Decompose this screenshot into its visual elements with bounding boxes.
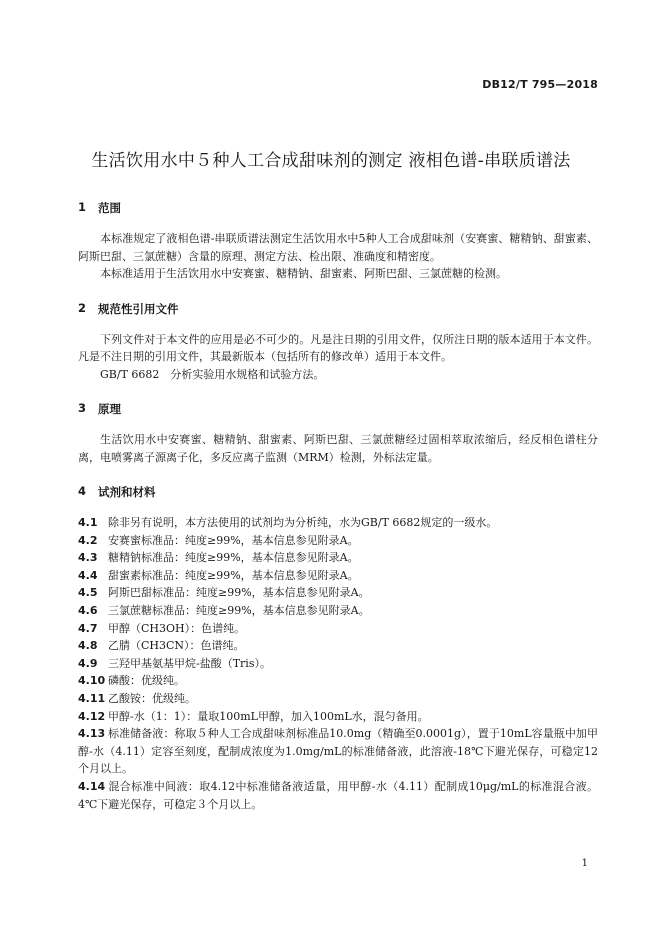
paragraph: 下列文件对于本文件的应用是必不可少的。凡是注日期的引用文件，仅所注日期的版本适用于本文件。凡是不注日期的引用文件，其最新版本（包括所有的修改单）适用于本文件。 [78, 332, 598, 363]
reagent-item [78, 637, 598, 655]
reagent-item [78, 584, 598, 602]
reagent-list [78, 514, 598, 813]
item-text: 甲醇-水（1：1）：量取100mL甲醇，加入100mL水，混匀备用。 [108, 709, 429, 723]
reagent-item [78, 778, 598, 813]
item-number: 4.8 [78, 639, 98, 653]
item-text: 阿斯巴甜标准品：纯度≥99%，基本信息参见附录A。 [108, 586, 370, 600]
section-number: 3 [78, 401, 87, 415]
standard-code: DB12/T 795—2018 [482, 78, 598, 91]
paragraph: 本标准规定了液相色谱-串联质谱法测定生活饮用水中5种人工合成甜味剂（安赛蜜、糖精钠、甜蜜素、阿斯巴甜、三氯蔗糖）含量的原理、测定方法、检出限、准确度和精密度。 [78, 232, 598, 263]
paragraph: 生活饮用水中安赛蜜、糖精钠、甜蜜素、阿斯巴甜、三氯蔗糖经过固相萃取浓缩后，经反相色谱柱分离，电喷雾离子源离子化，多反应离子监测（MRM）检测，外标法定量。 [78, 433, 598, 464]
item-text: 三羟甲基氨基甲烷-盐酸（Tris）。 [108, 656, 271, 670]
section-title: 试剂和材料 [98, 485, 156, 499]
item-number: 4.10 [78, 674, 106, 688]
reagent-item [78, 549, 598, 567]
section-heading [78, 401, 598, 417]
reagent-item [78, 532, 598, 550]
item-text: 除非另有说明，本方法使用的试剂均为分析纯，水为GB/T 6682规定的一级水。 [108, 516, 498, 529]
section-heading [78, 484, 598, 500]
item-number: 4.14 [78, 779, 106, 793]
reagent-item [78, 514, 598, 532]
item-number: 4.12 [78, 709, 106, 723]
item-text: 甲醇（CH3OH）：色谱纯。 [108, 621, 246, 635]
reagent-item [78, 655, 598, 673]
reagent-item [78, 672, 598, 690]
section-number: 4 [78, 484, 87, 498]
reagent-item [78, 567, 598, 585]
section-principle [78, 401, 598, 466]
item-number: 4.1 [78, 516, 98, 529]
item-text: 乙腈（CH3CN）：色谱纯。 [108, 639, 245, 653]
section-number: 1 [78, 200, 87, 214]
item-number: 4.5 [78, 586, 98, 600]
item-number: 4.4 [78, 568, 98, 582]
item-number: 4.2 [78, 533, 98, 547]
item-text: 三氯蔗糖标准品：纯度≥99%，基本信息参见附录A。 [108, 603, 370, 617]
reagent-item [78, 620, 598, 638]
section-reagents [78, 484, 598, 813]
item-text: 安赛蜜标准品：纯度≥99%，基本信息参见附录A。 [108, 533, 359, 547]
item-text: 乙酸铵：优级纯。 [108, 691, 196, 705]
page-number: 1 [581, 858, 588, 869]
item-text: 甜蜜素标准品：纯度≥99%，基本信息参见附录A。 [108, 568, 359, 582]
reagent-item [78, 690, 598, 708]
section-title: 规范性引用文件 [98, 301, 179, 316]
section-scope [78, 200, 598, 283]
reagent-item [78, 602, 598, 620]
item-text: 糖精钠标准品：纯度≥99%，基本信息参见附录A。 [108, 551, 359, 565]
item-text: 磷酸：优级纯。 [108, 674, 185, 688]
section-title: 范围 [98, 201, 121, 215]
section-number: 2 [78, 300, 87, 315]
section-title: 原理 [98, 402, 121, 416]
item-number: 4.13 [78, 727, 106, 741]
reagent-item [78, 725, 598, 778]
item-number: 4.11 [78, 691, 106, 705]
document-body [78, 200, 598, 831]
item-number: 4.7 [78, 621, 98, 635]
item-text: 混合标准中间液：取4.12中标准储备液适量，用甲醇-水（4.11）配制成10μg/mL的标准混合液。4℃下避光保存，可稳定３个月以上。 [78, 779, 598, 811]
section-heading [78, 301, 598, 317]
item-number: 4.9 [78, 656, 98, 670]
item-number: 4.6 [78, 603, 98, 617]
document-title: 生活饮用水中５种人工合成甜味剂的测定 液相色谱-串联质谱法 [91, 151, 571, 171]
reagent-item [78, 708, 598, 726]
item-text: 标准储备液：称取５种人工合成甜味剂标准品10.0mg（精确至0.0001g），置于10mL容量瓶中加甲醇-水（4.11）定容至刻度，配制成浓度为1.0mg/mL的标准储备液，此溶液-18℃下避光保存，可稳定12个月以上。 [78, 727, 598, 776]
item-number: 4.3 [78, 551, 98, 565]
section-normative-references [78, 301, 598, 384]
section-heading [78, 200, 598, 216]
paragraph: 本标准适用于生活饮用水中安赛蜜、糖精钠、甜蜜素、阿斯巴甜、三氯蔗糖的检测。 [100, 267, 507, 280]
paragraph: GB/T 6682 分析实验用水规格和试验方法。 [100, 367, 325, 381]
